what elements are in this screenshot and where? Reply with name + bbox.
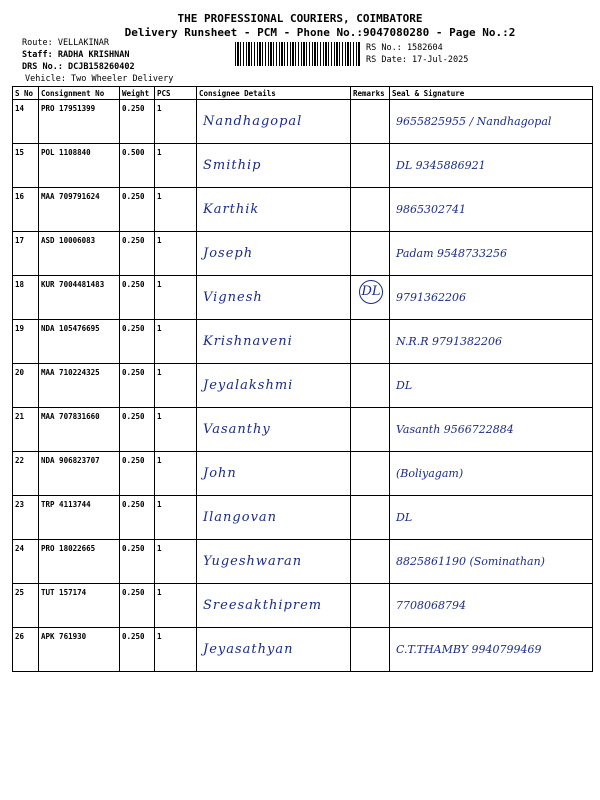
table-row — [13, 320, 593, 364]
row-consignment-no: MAA 710224325 — [39, 364, 120, 408]
row-remarks — [351, 628, 390, 672]
table-row — [13, 276, 593, 320]
row-sno: 20 — [13, 364, 39, 408]
row-seal-signature: (Boliyagam) — [390, 452, 593, 496]
row-remarks — [351, 232, 390, 276]
row-consignee-handwritten: Yugeshwaran — [197, 540, 351, 584]
row-weight: 0.250 — [120, 320, 155, 364]
row-remarks — [351, 188, 390, 232]
route-label: Route: VELLAKINAR — [22, 38, 109, 48]
row-remarks — [351, 100, 390, 144]
row-consignee-handwritten: Vignesh — [197, 276, 351, 320]
row-seal-signature: 9865302741 — [390, 188, 593, 232]
row-consignment-no: TUT 157174 — [39, 584, 120, 628]
table-row — [13, 144, 593, 188]
row-consignee-handwritten: Ilangovan — [197, 496, 351, 540]
row-consignment-no: KUR 7004481483 — [39, 276, 120, 320]
row-sno: 18 — [13, 276, 39, 320]
row-pcs: 1 — [155, 628, 197, 672]
row-consignment-no: MAA 709791624 — [39, 188, 120, 232]
row-consignee-handwritten: Nandhagopal — [197, 100, 351, 144]
row-consignment-no: MAA 707831660 — [39, 408, 120, 452]
table-header-row — [13, 87, 593, 100]
row-weight: 0.500 — [120, 144, 155, 188]
row-consignment-no: PRO 18022665 — [39, 540, 120, 584]
col-consignee-details: Consignee Details — [197, 87, 351, 100]
row-pcs: 1 — [155, 364, 197, 408]
row-pcs: 1 — [155, 452, 197, 496]
col-seal-signature: Seal & Signature — [390, 87, 593, 100]
row-sno: 24 — [13, 540, 39, 584]
table-row — [13, 496, 593, 540]
row-pcs: 1 — [155, 100, 197, 144]
row-sno: 14 — [13, 100, 39, 144]
row-seal-signature: DL — [390, 364, 593, 408]
row-consignment-no: TRP 4113744 — [39, 496, 120, 540]
row-pcs: 1 — [155, 188, 197, 232]
row-pcs: 1 — [155, 496, 197, 540]
row-remarks — [351, 276, 390, 320]
table-row — [13, 540, 593, 584]
col-remarks: Remarks — [351, 87, 390, 100]
drs-label: DRS No.: DCJB158260402 — [22, 62, 135, 72]
row-weight: 0.250 — [120, 364, 155, 408]
table-row — [13, 100, 593, 144]
vehicle-label: Vehicle: Two Wheeler Delivery — [25, 74, 174, 84]
row-consignee-handwritten: John — [197, 452, 351, 496]
row-consignment-no: PRO 17951399 — [39, 100, 120, 144]
row-remarks — [351, 452, 390, 496]
remark-stamp: DL — [359, 280, 383, 304]
row-seal-signature: Vasanth 9566722884 — [390, 408, 593, 452]
table-row — [13, 188, 593, 232]
row-sno: 25 — [13, 584, 39, 628]
row-sno: 17 — [13, 232, 39, 276]
row-remarks — [351, 320, 390, 364]
row-seal-signature: DL 9345886921 — [390, 144, 593, 188]
table-row — [13, 364, 593, 408]
row-consignment-no: NDA 105476695 — [39, 320, 120, 364]
row-seal-signature: Padam 9548733256 — [390, 232, 593, 276]
row-weight: 0.250 — [120, 496, 155, 540]
row-sno: 23 — [13, 496, 39, 540]
row-consignment-no: ASD 10006083 — [39, 232, 120, 276]
table-row — [13, 628, 593, 672]
row-consignee-handwritten: Vasanthy — [197, 408, 351, 452]
row-weight: 0.250 — [120, 540, 155, 584]
table-row — [13, 408, 593, 452]
row-pcs: 1 — [155, 540, 197, 584]
row-weight: 0.250 — [120, 188, 155, 232]
row-pcs: 1 — [155, 320, 197, 364]
row-pcs: 1 — [155, 232, 197, 276]
row-remarks — [351, 364, 390, 408]
row-consignee-handwritten: Smithip — [197, 144, 351, 188]
row-weight: 0.250 — [120, 276, 155, 320]
barcode — [235, 42, 360, 66]
row-consignment-no: NDA 906823707 — [39, 452, 120, 496]
col-pcs: PCS — [155, 87, 197, 100]
row-remarks — [351, 496, 390, 540]
row-remarks — [351, 584, 390, 628]
row-pcs: 1 — [155, 276, 197, 320]
row-sno: 19 — [13, 320, 39, 364]
row-consignee-handwritten: Karthik — [197, 188, 351, 232]
row-weight: 0.250 — [120, 100, 155, 144]
row-seal-signature: N.R.R 9791382206 — [390, 320, 593, 364]
company-title: THE PROFESSIONAL COURIERS, COIMBATORE — [177, 12, 423, 25]
row-consignment-no: APK 761930 — [39, 628, 120, 672]
row-weight: 0.250 — [120, 232, 155, 276]
row-seal-signature: DL — [390, 496, 593, 540]
row-seal-signature: 9655825955 / Nandhagopal — [390, 100, 593, 144]
row-remarks — [351, 408, 390, 452]
row-remarks — [351, 540, 390, 584]
row-consignee-handwritten: Jeyasathyan — [197, 628, 351, 672]
row-pcs: 1 — [155, 408, 197, 452]
table-row — [13, 232, 593, 276]
row-pcs: 1 — [155, 144, 197, 188]
row-seal-signature: C.T.THAMBY 9940799469 — [390, 628, 593, 672]
row-weight: 0.250 — [120, 452, 155, 496]
rs-date: RS Date: 17-Jul-2025 — [366, 55, 469, 65]
row-sno: 26 — [13, 628, 39, 672]
row-sno: 22 — [13, 452, 39, 496]
row-pcs: 1 — [155, 584, 197, 628]
row-sno: 15 — [13, 144, 39, 188]
table-row — [13, 584, 593, 628]
row-consignee-handwritten: Jeyalakshmi — [197, 364, 351, 408]
col-weight: Weight — [120, 87, 155, 100]
col-sno: S No — [13, 87, 39, 100]
row-sno: 21 — [13, 408, 39, 452]
row-weight: 0.250 — [120, 628, 155, 672]
row-seal-signature: 9791362206 — [390, 276, 593, 320]
row-seal-signature: 8825861190 (Sominathan) — [390, 540, 593, 584]
staff-label: Staff: RADHA KRISHNAN — [22, 50, 130, 60]
row-seal-signature: 7708068794 — [390, 584, 593, 628]
col-consignment-no: Consignment No — [39, 87, 120, 100]
row-consignee-handwritten: Sreesakthiprem — [197, 584, 351, 628]
row-remarks — [351, 144, 390, 188]
runsheet-table — [12, 86, 593, 672]
row-consignee-handwritten: Joseph — [197, 232, 351, 276]
row-weight: 0.250 — [120, 584, 155, 628]
table-row — [13, 452, 593, 496]
row-consignee-handwritten: Krishnaveni — [197, 320, 351, 364]
row-sno: 16 — [13, 188, 39, 232]
rs-number: RS No.: 1582604 — [366, 43, 443, 53]
row-consignment-no: POL 1108840 — [39, 144, 120, 188]
row-weight: 0.250 — [120, 408, 155, 452]
runsheet-subtitle: Delivery Runsheet - PCM - Phone No.:9047080280 - Page No.:2 — [124, 26, 516, 39]
